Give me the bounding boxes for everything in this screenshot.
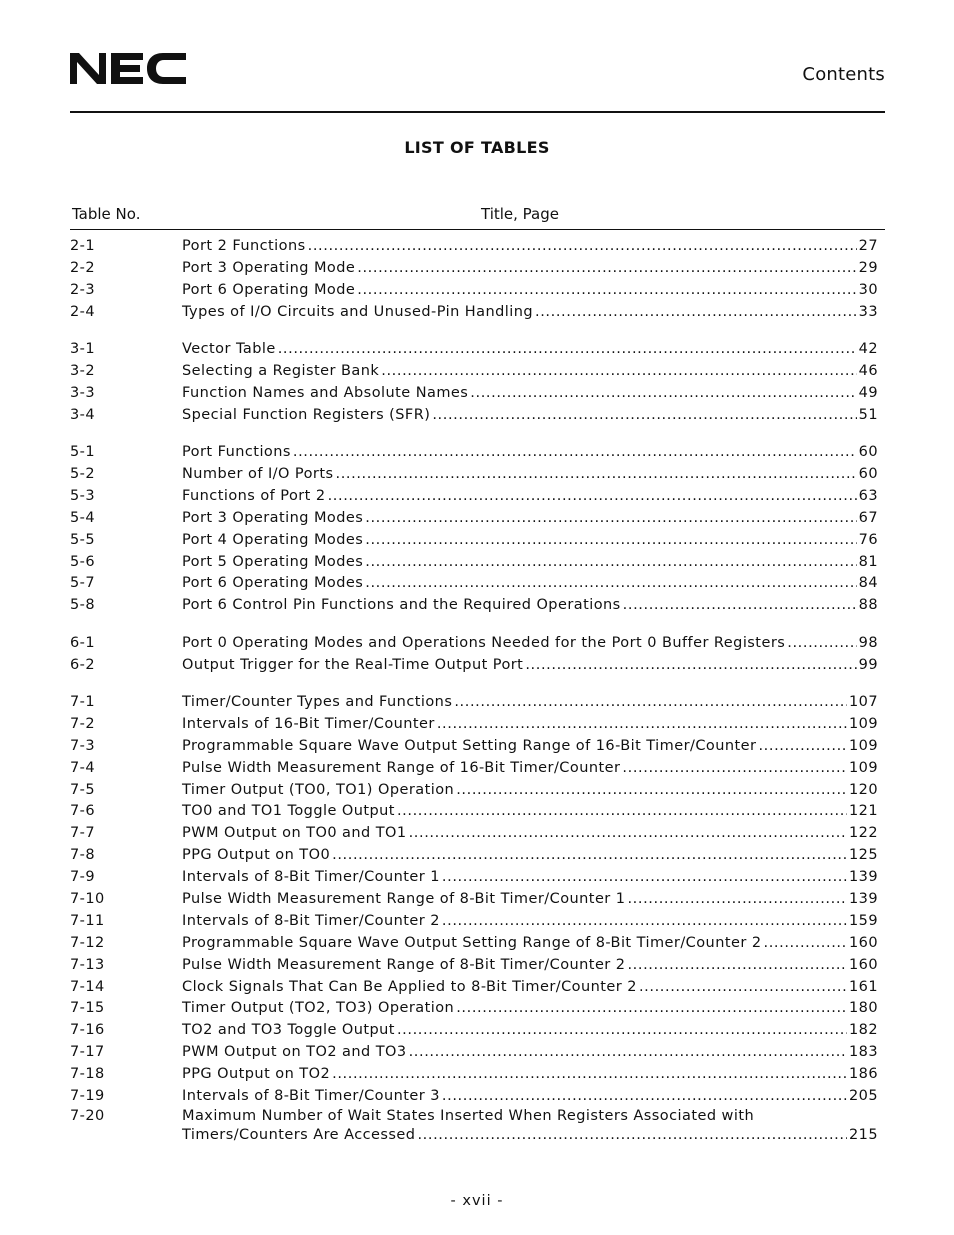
table-page-number: 67 (858, 509, 878, 526)
column-header-title-page: Title, Page (481, 205, 559, 223)
leader-dots (357, 260, 856, 276)
leader-dots (764, 935, 847, 951)
table-page-number: 60 (858, 465, 878, 482)
table-title: Port 4 Operating Modes (182, 531, 364, 548)
table-number: 6-2 (70, 656, 96, 673)
table-page-number: 183 (848, 1044, 878, 1061)
table-entry[interactable] (70, 998, 878, 1020)
leader-dots (365, 510, 856, 526)
table-entry[interactable] (70, 338, 878, 360)
table-page-number: 139 (848, 869, 878, 886)
table-page-number: 84 (858, 575, 878, 592)
table-entry[interactable] (70, 910, 878, 932)
table-entry[interactable] (70, 735, 878, 757)
table-page-number: 215 (848, 1127, 878, 1144)
leader-dots (409, 825, 847, 841)
leader-dots (332, 847, 847, 863)
table-title: Programmable Square Wave Output Setting Range of 8-Bit Timer/Counter 2 (182, 934, 762, 951)
table-page-number: 125 (848, 847, 878, 864)
leader-dots (623, 597, 857, 613)
table-title: Types of I/O Circuits and Unused-Pin Handling (182, 303, 534, 320)
table-number: 7-7 (70, 825, 96, 842)
table-number: 2-2 (70, 259, 96, 276)
table-page-number: 159 (848, 912, 878, 929)
table-entry[interactable] (70, 954, 878, 976)
table-title: Port 2 Functions (182, 237, 306, 254)
table-number: 5-1 (70, 444, 96, 461)
table-page-number: 161 (848, 978, 878, 995)
table-title: Port 3 Operating Mode (182, 259, 356, 276)
table-number: 7-15 (70, 1000, 105, 1017)
table-entry[interactable] (70, 713, 878, 735)
leader-dots (397, 803, 847, 819)
leader-dots (456, 782, 847, 798)
table-number: 7-16 (70, 1022, 105, 1039)
table-entry[interactable] (70, 779, 878, 801)
table-entry[interactable] (70, 822, 878, 844)
table-entry[interactable] (70, 844, 878, 866)
leader-dots (335, 466, 856, 482)
leader-dots (397, 1022, 847, 1038)
table-number: 7-9 (70, 869, 96, 886)
table-page-number: 182 (848, 1022, 878, 1039)
table-entry[interactable] (70, 279, 878, 301)
leader-dots (758, 738, 847, 754)
table-number: 3-1 (70, 341, 96, 357)
table-number: 7-20 (70, 1108, 105, 1125)
table-page-number: 186 (848, 1066, 878, 1083)
table-number: 5-4 (70, 509, 96, 526)
table-entry[interactable] (70, 594, 878, 616)
table-number: 6-1 (70, 634, 96, 651)
leader-dots (437, 716, 847, 732)
table-page-number: 60 (858, 444, 878, 461)
table-title: PPG Output on TO2 (182, 1066, 331, 1083)
table-group (70, 632, 878, 676)
table-page-number: 160 (848, 934, 878, 951)
leader-dots (409, 1044, 847, 1060)
table-title: Pulse Width Measurement Range of 8-Bit Timer/Counter 1 (182, 890, 626, 907)
table-title: Timer Output (TO2, TO3) Operation (182, 1000, 455, 1017)
table-number: 7-18 (70, 1066, 105, 1083)
table-page-number: 81 (858, 553, 878, 570)
leader-dots (293, 444, 857, 460)
list-of-tables (70, 235, 878, 1160)
table-number: 7-13 (70, 956, 105, 973)
leader-dots (535, 304, 857, 320)
table-number: 2-4 (70, 303, 96, 320)
table-entry[interactable] (70, 976, 878, 998)
leader-dots (432, 407, 856, 423)
table-number: 7-11 (70, 912, 105, 929)
table-title: Vector Table (182, 341, 276, 357)
table-entry[interactable] (70, 485, 878, 507)
table-page-number: 88 (858, 597, 878, 614)
table-number: 7-4 (70, 759, 96, 776)
table-title: Port 6 Operating Mode (182, 281, 356, 298)
table-entry[interactable] (70, 360, 878, 382)
leader-dots (328, 488, 857, 504)
table-page-number: 51 (858, 406, 878, 423)
table-page-number: 33 (858, 303, 878, 320)
table-number: 7-14 (70, 978, 105, 995)
leader-dots (365, 532, 856, 548)
table-title: Selecting a Register Bank (182, 362, 380, 379)
header-rule (70, 111, 885, 113)
leader-dots (417, 1127, 847, 1143)
leader-dots (278, 341, 857, 357)
table-page-number: 98 (858, 634, 878, 651)
leader-dots (627, 957, 847, 973)
table-entry[interactable] (70, 551, 878, 573)
table-number: 7-2 (70, 715, 96, 732)
table-page-number: 63 (858, 487, 878, 504)
table-entry[interactable] (70, 800, 878, 822)
leader-dots (627, 891, 847, 907)
table-number: 7-5 (70, 781, 96, 798)
table-title: Special Function Registers (SFR) (182, 406, 431, 423)
table-entry[interactable] (70, 257, 878, 279)
table-number: 7-12 (70, 934, 105, 951)
table-number: 3-2 (70, 362, 96, 379)
table-page-number: 30 (858, 281, 878, 298)
table-entry[interactable] (70, 888, 878, 910)
leader-dots (639, 979, 847, 995)
table-number: 3-3 (70, 384, 96, 401)
table-number: 7-1 (70, 693, 96, 710)
table-title: Function Names and Absolute Names (182, 384, 469, 401)
leader-dots (365, 575, 856, 591)
leader-dots (442, 869, 847, 885)
table-title: Port 6 Control Pin Functions and the Required Operations (182, 597, 621, 614)
page-number: - xvii - (450, 1193, 504, 1209)
table-title: Port Functions (182, 444, 291, 461)
table-entry[interactable] (70, 1107, 878, 1126)
leader-dots (525, 657, 856, 673)
table-number: 7-17 (70, 1044, 105, 1061)
table-title: PWM Output on TO2 and TO3 (182, 1044, 407, 1061)
table-page-number: 122 (848, 825, 878, 842)
table-number: 5-6 (70, 553, 96, 570)
table-number: 2-1 (70, 237, 96, 254)
table-entry[interactable] (70, 235, 878, 257)
table-entry[interactable] (70, 1041, 878, 1063)
table-entry[interactable] (70, 932, 878, 954)
table-title: Number of I/O Ports (182, 465, 334, 482)
leader-dots (442, 913, 847, 929)
table-page-number: 109 (848, 715, 878, 732)
table-number: 5-8 (70, 597, 96, 614)
table-group (70, 441, 878, 616)
table-number: 7-19 (70, 1088, 105, 1104)
table-page-number: 160 (848, 956, 878, 973)
table-page-number: 42 (858, 341, 878, 357)
page-title: LIST OF TABLES (404, 138, 550, 157)
table-title: Intervals of 8-Bit Timer/Counter 2 (182, 912, 440, 929)
table-page-number: 109 (848, 737, 878, 754)
table-entry-continuation[interactable] (70, 1126, 878, 1145)
table-page-number: 99 (858, 656, 878, 673)
table-title: Port 6 Operating Modes (182, 575, 364, 592)
table-page-number: 29 (858, 259, 878, 276)
leader-dots (365, 554, 856, 570)
leader-dots (357, 282, 856, 298)
leader-dots (787, 635, 856, 651)
table-entry[interactable] (70, 382, 878, 404)
table-title: Output Trigger for the Real-Time Output Port (182, 656, 524, 673)
table-entry[interactable] (70, 404, 878, 426)
table-page-number: 139 (848, 890, 878, 907)
leader-dots (442, 1088, 847, 1104)
leader-dots (454, 694, 847, 710)
table-page-number: 27 (858, 237, 878, 254)
table-title: Intervals of 16-Bit Timer/Counter (182, 715, 435, 732)
table-title: TO2 and TO3 Toggle Output (182, 1022, 395, 1039)
table-title: Port 5 Operating Modes (182, 553, 364, 570)
nec-logo (70, 52, 186, 84)
table-number: 5-2 (70, 465, 96, 482)
table-page-number: 49 (858, 384, 878, 401)
table-title: Clock Signals That Can Be Applied to 8-Bit Timer/Counter 2 (182, 978, 637, 995)
table-number: 3-4 (70, 406, 96, 423)
table-entry[interactable] (70, 301, 878, 323)
leader-dots (381, 363, 856, 379)
leader-dots (456, 1000, 847, 1016)
table-entry[interactable] (70, 691, 878, 713)
table-title: PWM Output on TO0 and TO1 (182, 825, 407, 842)
table-title: Programmable Square Wave Output Setting Range of 16-Bit Timer/Counter (182, 737, 757, 754)
table-number: 5-5 (70, 531, 96, 548)
column-header-rule (70, 229, 885, 230)
leader-dots (470, 385, 856, 401)
table-entry[interactable] (70, 1019, 878, 1041)
table-page-number: 76 (858, 531, 878, 548)
table-title: Intervals of 8-Bit Timer/Counter 3 (182, 1088, 440, 1104)
table-entry[interactable] (70, 866, 878, 888)
table-title-continued: Timers/Counters Are Accessed (182, 1127, 416, 1144)
table-number: 2-3 (70, 281, 96, 298)
leader-dots (332, 1066, 847, 1082)
table-number: 7-3 (70, 737, 96, 754)
table-page-number: 121 (848, 803, 878, 820)
table-entry[interactable] (70, 507, 878, 529)
table-group (70, 235, 878, 323)
table-group (70, 691, 878, 1145)
table-title: Pulse Width Measurement Range of 8-Bit Timer/Counter 2 (182, 956, 626, 973)
table-title: Port 0 Operating Modes and Operations Needed for the Port 0 Buffer Registers (182, 634, 786, 651)
table-group (70, 338, 878, 426)
table-entry[interactable] (70, 441, 878, 463)
table-entry[interactable] (70, 529, 878, 551)
table-entry[interactable] (70, 632, 878, 654)
table-number: 7-10 (70, 890, 105, 907)
table-number: 7-8 (70, 847, 96, 864)
table-page-number: 109 (848, 759, 878, 776)
table-title: Maximum Number of Wait States Inserted When Registers Associated with (182, 1108, 755, 1125)
running-header-section: Contents (802, 64, 885, 85)
column-header-table-no: Table No. (72, 205, 141, 223)
table-entry[interactable] (70, 463, 878, 485)
table-number: 5-7 (70, 575, 96, 592)
table-title: Functions of Port 2 (182, 487, 326, 504)
table-title: Intervals of 8-Bit Timer/Counter 1 (182, 869, 440, 886)
table-number: 5-3 (70, 487, 96, 504)
table-entry[interactable] (70, 1063, 878, 1085)
table-title: Port 3 Operating Modes (182, 509, 364, 526)
leader-dots (622, 760, 847, 776)
table-number: 7-6 (70, 803, 96, 820)
table-title: Pulse Width Measurement Range of 16-Bit Timer/Counter (182, 759, 621, 776)
table-entry[interactable] (70, 1085, 878, 1107)
table-title: PPG Output on TO0 (182, 847, 331, 864)
table-entry[interactable] (70, 757, 878, 779)
table-entry[interactable] (70, 654, 878, 676)
leader-dots (308, 238, 857, 254)
table-title: Timer Output (TO0, TO1) Operation (182, 781, 455, 798)
table-page-number: 46 (858, 362, 878, 379)
table-title: TO0 and TO1 Toggle Output (182, 803, 395, 820)
table-page-number: 205 (848, 1088, 878, 1104)
table-page-number: 120 (848, 781, 878, 798)
table-entry[interactable] (70, 572, 878, 594)
table-page-number: 180 (848, 1000, 878, 1017)
table-page-number: 107 (848, 693, 878, 710)
table-title: Timer/Counter Types and Functions (182, 693, 453, 710)
